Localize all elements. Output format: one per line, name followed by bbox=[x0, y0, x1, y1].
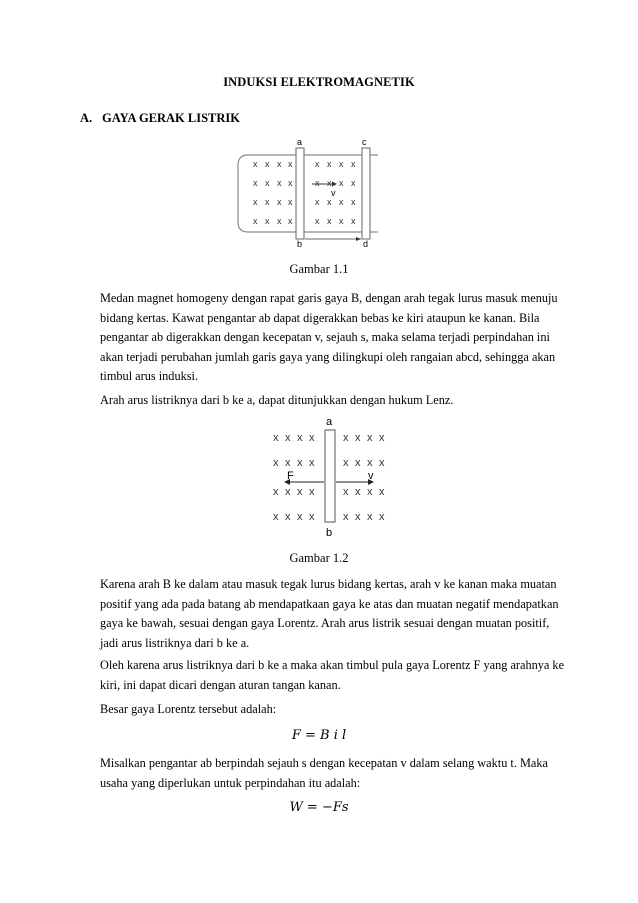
field-cross: x bbox=[355, 432, 361, 444]
field-cross: x bbox=[277, 178, 282, 188]
field-cross: x bbox=[379, 457, 385, 469]
field-cross: x bbox=[351, 178, 356, 188]
field-cross: x bbox=[297, 432, 303, 444]
field-cross: x bbox=[367, 486, 373, 498]
field-cross: x bbox=[355, 457, 361, 469]
field-cross: x bbox=[288, 216, 293, 226]
label-a: a bbox=[297, 137, 303, 147]
label-F: F bbox=[287, 470, 294, 482]
field-cross: x bbox=[315, 197, 320, 207]
velocity-arrowhead bbox=[332, 182, 337, 187]
field-cross: x bbox=[339, 178, 344, 188]
field-cross: x bbox=[327, 216, 332, 226]
paragraph-6: Misalkan pengantar ab berpindah sejauh s dengan kecepatan v dalam selang waktu t. Maka usaha yang diperlukan untuk perpindahan itu adalah: bbox=[100, 756, 548, 790]
field-cross: x bbox=[253, 159, 258, 169]
field-cross: x bbox=[343, 457, 349, 469]
field-cross: x bbox=[277, 159, 282, 169]
field-cross: x bbox=[273, 511, 279, 523]
field-cross: x bbox=[351, 216, 356, 226]
label-d: d bbox=[363, 239, 369, 248]
field-cross: x bbox=[288, 178, 293, 188]
label-v: v bbox=[331, 188, 336, 198]
label-b: b bbox=[326, 527, 333, 539]
field-cross: x bbox=[288, 197, 293, 207]
conductor-ab bbox=[296, 148, 304, 239]
field-cross: x bbox=[379, 432, 385, 444]
label-b: b bbox=[297, 239, 303, 248]
field-cross: x bbox=[297, 511, 303, 523]
field-cross: x bbox=[273, 486, 279, 498]
paragraph-5: Besar gaya Lorentz tersebut adalah: bbox=[100, 702, 277, 716]
field-cross: x bbox=[367, 511, 373, 523]
field-cross: x bbox=[309, 432, 315, 444]
section-number: A. bbox=[80, 111, 93, 125]
field-cross: x bbox=[273, 432, 279, 444]
field-cross: x bbox=[288, 159, 293, 169]
circuit-rails bbox=[238, 155, 378, 232]
field-cross: x bbox=[285, 486, 291, 498]
field-cross: x bbox=[309, 511, 315, 523]
label-a: a bbox=[326, 416, 333, 428]
rail-cd bbox=[362, 148, 370, 239]
paragraph-3: Karena arah B ke dalam atau masuk tegak lurus bidang kertas, arah v ke kanan maka muatan positif yang ada pada batang ab mendapatkaan gaya ke atas dan muatan negatif mendapatkan gaya ke bawah, sesuai dengan gaya Lorentz. Arah arus listrik sesuai dengan muatan positif, jadi arus listriknya dari b ke a. bbox=[100, 577, 559, 650]
field-cross: x bbox=[379, 511, 385, 523]
label-v: v bbox=[368, 470, 374, 482]
field-cross: x bbox=[351, 159, 356, 169]
field-cross: x bbox=[343, 432, 349, 444]
figure-1-diagram bbox=[228, 136, 398, 248]
section-label: GAYA GERAK LISTRIK bbox=[102, 111, 241, 125]
field-cross: x bbox=[379, 486, 385, 498]
field-cross: x bbox=[339, 216, 344, 226]
label-c: c bbox=[362, 137, 367, 147]
field-cross: x bbox=[315, 216, 320, 226]
field-cross: x bbox=[265, 216, 270, 226]
field-cross: x bbox=[355, 511, 361, 523]
section-heading bbox=[80, 111, 240, 126]
equation-lorentz: F = B i l bbox=[291, 728, 347, 743]
field-cross: x bbox=[367, 432, 373, 444]
field-cross: x bbox=[315, 159, 320, 169]
conductor-ab bbox=[325, 430, 335, 522]
field-cross: x bbox=[277, 216, 282, 226]
figure-2-diagram bbox=[264, 412, 394, 540]
field-cross: x bbox=[253, 197, 258, 207]
field-cross: x bbox=[265, 159, 270, 169]
paragraph-1: Medan magnet homogeny dengan rapat garis gaya B, dengan arah tegak lurus masuk menuju bidang kertas. Kawat pengantar ab dapat digerakkan bebas ke kiri ataupun ke kanan. Bila pengantar ab digerakkan dengan kecepatan v, sejauh s, maka selama terjadi perpindahan ini akan terjadi perubahan jumlah garis gaya yang dilingkupi oleh rangaian abcd, sehingga akan timbul arus induksi. bbox=[100, 291, 558, 383]
field-cross: x bbox=[339, 197, 344, 207]
field-cross: x bbox=[309, 486, 315, 498]
field-cross: x bbox=[285, 457, 291, 469]
figure-2-caption: Gambar 1.2 bbox=[289, 551, 349, 565]
field-cross: x bbox=[285, 511, 291, 523]
field-cross: x bbox=[265, 197, 270, 207]
field-cross: x bbox=[327, 197, 332, 207]
paragraph-2: Arah arus listriknya dari b ke a, dapat ditunjukkan dengan hukum Lenz. bbox=[100, 393, 454, 407]
field-cross: x bbox=[327, 159, 332, 169]
field-cross: x bbox=[273, 457, 279, 469]
field-cross: x bbox=[355, 486, 361, 498]
equation-work: W = −Fs bbox=[289, 800, 349, 815]
field-cross: x bbox=[315, 178, 320, 188]
field-cross: x bbox=[351, 197, 356, 207]
field-cross: x bbox=[343, 486, 349, 498]
field-cross: x bbox=[253, 216, 258, 226]
document-title: INDUKSI ELEKTROMAGNETIK bbox=[223, 75, 415, 89]
field-cross: x bbox=[367, 457, 373, 469]
figure-1-caption: Gambar 1.1 bbox=[289, 262, 349, 276]
field-cross: x bbox=[297, 486, 303, 498]
field-cross: x bbox=[343, 511, 349, 523]
field-cross: x bbox=[339, 159, 344, 169]
field-cross: x bbox=[277, 197, 282, 207]
field-cross: x bbox=[309, 457, 315, 469]
field-cross: x bbox=[285, 432, 291, 444]
paragraph-4: Oleh karena arus listriknya dari b ke a maka akan timbul pula gaya Lorentz F yang arahnya ke kiri, ini dapat dicari dengan aturan tangan kanan. bbox=[100, 658, 565, 692]
field-cross: x bbox=[297, 457, 303, 469]
displacement-arrowhead bbox=[356, 237, 361, 241]
field-cross: x bbox=[265, 178, 270, 188]
field-cross: x bbox=[327, 178, 332, 188]
field-cross: x bbox=[253, 178, 258, 188]
